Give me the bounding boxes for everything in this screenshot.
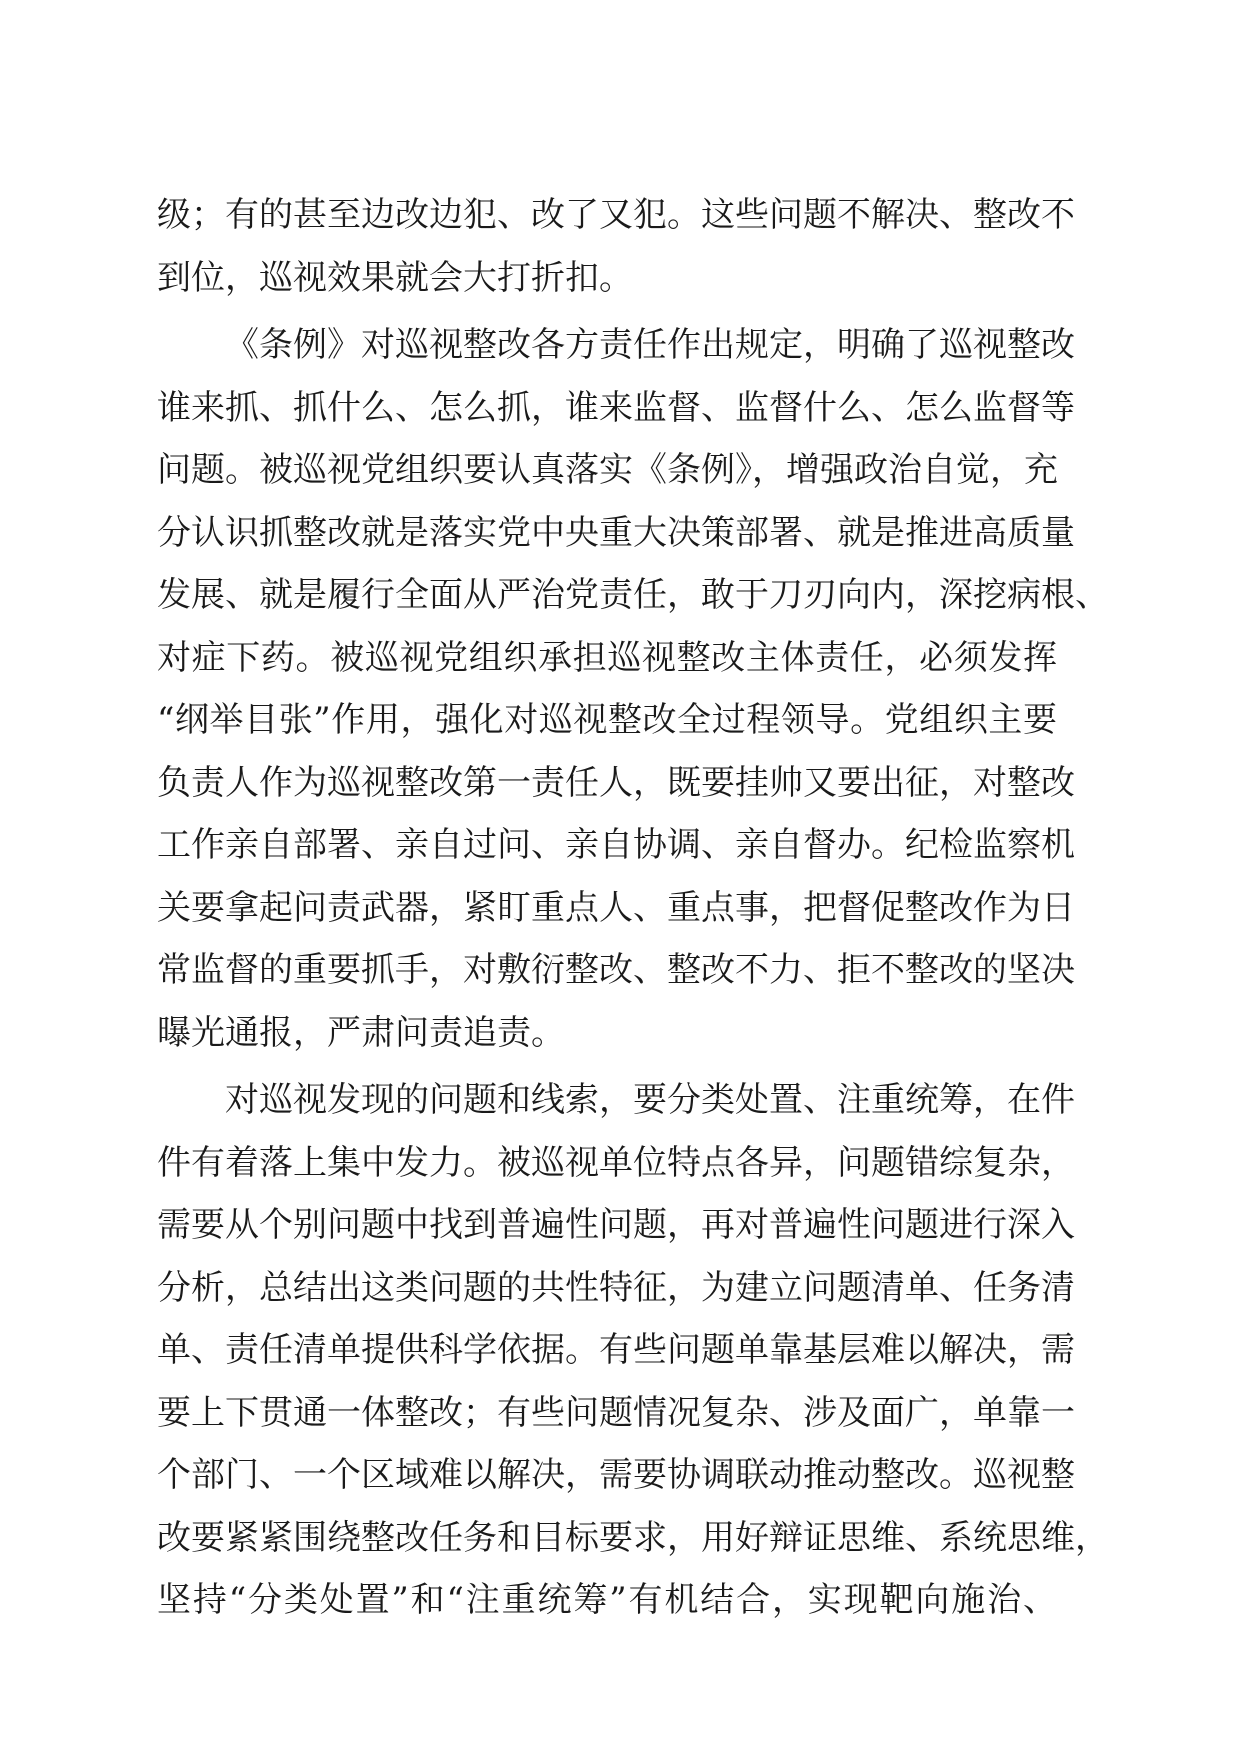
paragraph-1 bbox=[157, 184, 1075, 309]
text-line: 负责人作为巡视整改第一责任人，既要挂帅又要出征，对整改 bbox=[157, 762, 1075, 803]
text-line: 单、责任清单提供科学依据。有些问题单靠基层难以解决，需 bbox=[157, 1330, 1075, 1370]
text-line: 对巡视发现的问题和线索，要分类处置、注重统筹，在件 bbox=[225, 1080, 1075, 1120]
text-line: 关要拿起问责武器，紧盯重点人、重点事，把督促整改作为日 bbox=[157, 887, 1075, 928]
text-line: 常监督的重要抓手，对敷衍整改、整改不力、拒不整改的坚决 bbox=[157, 950, 1075, 990]
text-line: 坚持“分类处置”和“注重统筹”有机结合，实现靶向施治、 bbox=[157, 1580, 1057, 1620]
body-text bbox=[157, 184, 1109, 1632]
text-line: 谁来抓、抓什么、怎么抓，谁来监督、监督什么、怎么监督等 bbox=[157, 387, 1075, 428]
text-line: 问题。被巡视党组织要认真落实《条例》，增强政治自觉，充 bbox=[157, 450, 1058, 490]
paragraph-3 bbox=[157, 1069, 1109, 1632]
text-line: 件有着落上集中发力。被巡视单位特点各异，问题错综复杂， bbox=[157, 1142, 1075, 1183]
text-line: “纲举目张”作用，强化对巡视整改全过程领导。党组织主要 bbox=[157, 700, 1057, 740]
text-line: 发展、就是履行全面从严治党责任，敢于刀刃向内，深挖病根、 bbox=[157, 575, 1109, 615]
text-line: 分认识抓整改就是落实党中央重大决策部署、就是推进高质量 bbox=[157, 512, 1075, 553]
text-line: 曝光通报，严肃问责追责。 bbox=[157, 1012, 565, 1053]
paragraph-2 bbox=[157, 314, 1109, 1064]
text-line: 需要从个别问题中找到普遍性问题，再对普遍性问题进行深入 bbox=[157, 1205, 1075, 1245]
text-line: 要上下贯通一体整改；有些问题情况复杂、涉及面广，单靠一 bbox=[157, 1392, 1075, 1433]
text-line: 个部门、一个区域难以解决，需要协调联动推动整改。巡视整 bbox=[157, 1455, 1075, 1495]
text-line: 《条例》对巡视整改各方责任作出规定，明确了巡视整改 bbox=[225, 325, 1075, 365]
text-line: 对症下药。被巡视党组织承担巡视整改主体责任，必须发挥 bbox=[157, 637, 1057, 678]
text-line: 分析，总结出这类问题的共性特征，为建立问题清单、任务清 bbox=[157, 1267, 1075, 1308]
text-line: 级；有的甚至边改边犯、改了又犯。这些问题不解决、整改不 bbox=[157, 195, 1075, 235]
text-line: 工作亲自部署、亲自过问、亲自协调、亲自督办。纪检监察机 bbox=[157, 825, 1075, 865]
text-line: 改要紧紧围绕整改任务和目标要求，用好辩证思维、系统思维， bbox=[157, 1517, 1109, 1558]
text-line: 到位，巡视效果就会大打折扣。 bbox=[157, 257, 633, 298]
